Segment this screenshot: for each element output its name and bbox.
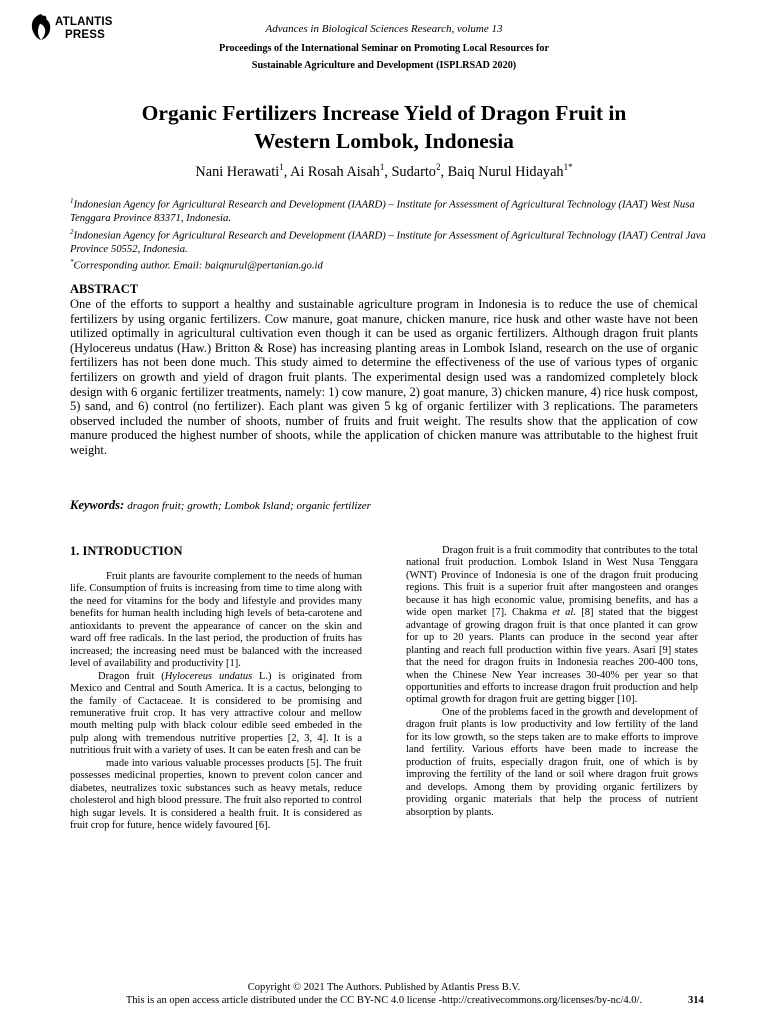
paper-title-line-1: Organic Fertilizers Increase Yield of Dragon Fruit in — [141, 101, 627, 125]
logo-text-atlantis: ATLANTIS — [55, 16, 113, 28]
keywords-text: dragon fruit; growth; Lombok Island; organic fertilizer — [127, 500, 371, 512]
page-number: 314 — [688, 995, 704, 1006]
paragraph: Fruit plants are favourite complement to the needs of human life. Consumption of fruits is increasing from time to time along with the need for vitamins for the body and lifestyle and provides many benefits for human health including high levels of beta-carotene and antioxidants to prevent the appearance of cancer on the skin and ward off free radicals. In the last period, the production of fruits has increased; the increasing need must be balanced with the increased level of availability and productivity [1]. — [70, 571, 362, 670]
atlantis-press-logo-icon — [28, 12, 54, 42]
abstract-text: One of the efforts to support a healthy and sustainable agriculture program in Indonesia is to reduce the use of chemical fertilizers by using organic fertilizers. Cow manure, goat manure, chicken manure, rice husk and other waste have not been utilized optimally in agricultural cultivation even though it can be used as organic fertilizers. Although dragon fruit plants (Hylocereus undatus (Haw.) Britton & Rose) has increasing planting areas in Lombok Island, research on the use of organic fertilizers has not been done much. This study aimed to determine the effectiveness of the use of various types of organic fertilizers on growth and yield of dragon fruit plants. The experimental design used was a randomized completely block design with 6 organic fertilizer treatments, namely: 1) cow manure, 2) goat manure, 3) chicken manure, 4) rice husk compost, 5) sand, and 6) control (no fertilizer). Each plant was given 5 kg of organic fertilizer with 3 replications. The parameters observed included the number of shoots, number of fruits and fruit weight. The results show that the application of cow manure produced the highest number of shoots, while the application of chicken manure was attributable to the highest fruit weight. — [70, 297, 698, 457]
proceedings-line-1: Proceedings of the International Seminar on Promoting Local Resources for — [218, 43, 550, 54]
abstract-heading: ABSTRACT — [70, 282, 139, 296]
paragraph: made into various valuable processes products [5]. The fruit possesses medicinal properties, known to prevent colon cancer and diabetes, neutralizes toxic substances such as heavy metals, reduce cholesterol and high blood pressure. The fruit also reported to control high sugar levels. It is considered a health fruit. It is considered as fruit crop for future, hence widely favoured [6]. — [70, 757, 362, 832]
paragraph: Dragon fruit is a fruit commodity that contributes to the total national fruit production. Lombok Island in West Nusa Tenggara (WNT) Province of Indonesia is one of the dragon fruit producing regions. This fruit is a superior fruit after mangosteen and oranges because it has high economic value, promising benefits, and has a wide open market [7]. Chakma et al. [8] stated that the biggest advantage of growing dragon fruit is that once planted it can grow for up to 20 years. Plants can produce in the second year after planting and reach full production within five years. Asari [9] states that the need for dragon fruits in Indonesia reaches 200-400 tons, when the Chinese New Year increases 30-40% per year so that opportunities and efforts to increase dragon fruit production and help optimal growth for dragon fruit are getting bigger [10]. — [406, 545, 698, 706]
atlantis-press-logo — [28, 12, 128, 48]
author: Nani Herawati$^1$, — [195, 162, 291, 180]
corresponding-author: *Corresponding author. Email: baiqnurul@pertanian.go.id — [70, 258, 323, 272]
author: Baiq Nurul Hidayah$^{1*}$ — [447, 162, 573, 180]
paragraph: Dragon fruit (Hylocereus undatus L.) is originated from Mexico and Central and South America. It is a cactus, belonging to the family of Cactaceae. It is considered to be promising and remunerative fruit crop. It has very attractive colour and mellow mouth melting pulp with black colour edible seed embeded in the pulp along with tremendous nutritive properties [2, 3, 4]. It is a nutritious fruit with a variety of uses. It can be eaten fresh and can be — [70, 670, 362, 757]
paragraph: One of the problems faced in the growth and development of dragon fruit plants is low productivity and low fertility of the land for its low growth, so the steps taken are to make efforts to improve land fertility. Various efforts have been made to increase the production of fruits, especially dragon fruit, one of which is by improving the fertility of the land or soil where dragon fruit grows and develops. Among them by providing organic fertilizers by providing organic materials that help the process of nutrient absorption by plants. — [406, 706, 699, 818]
column-right — [406, 545, 698, 819]
keywords — [70, 498, 698, 514]
affiliations — [70, 195, 710, 273]
author-list — [40, 158, 728, 181]
paper-title — [40, 99, 728, 155]
proceedings-line-2: Sustainable Agriculture and Development (ISPLRSAD 2020) — [251, 60, 517, 71]
proceedings-title — [150, 40, 618, 74]
column-left — [70, 571, 362, 833]
series-title: Advances in Biological Sciences Research, volume 13 — [265, 23, 503, 35]
section-heading-introduction: 1. INTRODUCTION — [70, 544, 183, 558]
footer-copyright: Copyright © 2021 The Authors. Published by Atlantis Press B.V. — [247, 982, 521, 993]
affiliation-2: $^2$Indonesian Agency for Agricultural Research and Development (IAARD) – Institute for Assessment of Agricultural Technology (IAAT) Central Java Province 50552, Indonesia. — [70, 227, 706, 255]
footer-license: This is an open access article distributed under the CC BY-NC 4.0 license -http://creativecommons.org/licenses/by-nc/4.0/. — [125, 995, 643, 1006]
author: Sudarto$^2$, — [391, 162, 448, 180]
affiliation-1: $^1$Indonesian Agency for Agricultural Research and Development (IAARD) – Institute for Assessment of Agricultural Technology (IAAT) West Nusa Tenggara Province 83371, Indonesia. — [70, 197, 695, 225]
logo-text-press: PRESS — [65, 28, 105, 41]
keywords-label: Keywords: — [70, 498, 125, 512]
paper-title-line-2: Western Lombok, Indonesia — [254, 129, 514, 153]
author: Ai Rosah Aisah$^1$, — [290, 162, 392, 180]
